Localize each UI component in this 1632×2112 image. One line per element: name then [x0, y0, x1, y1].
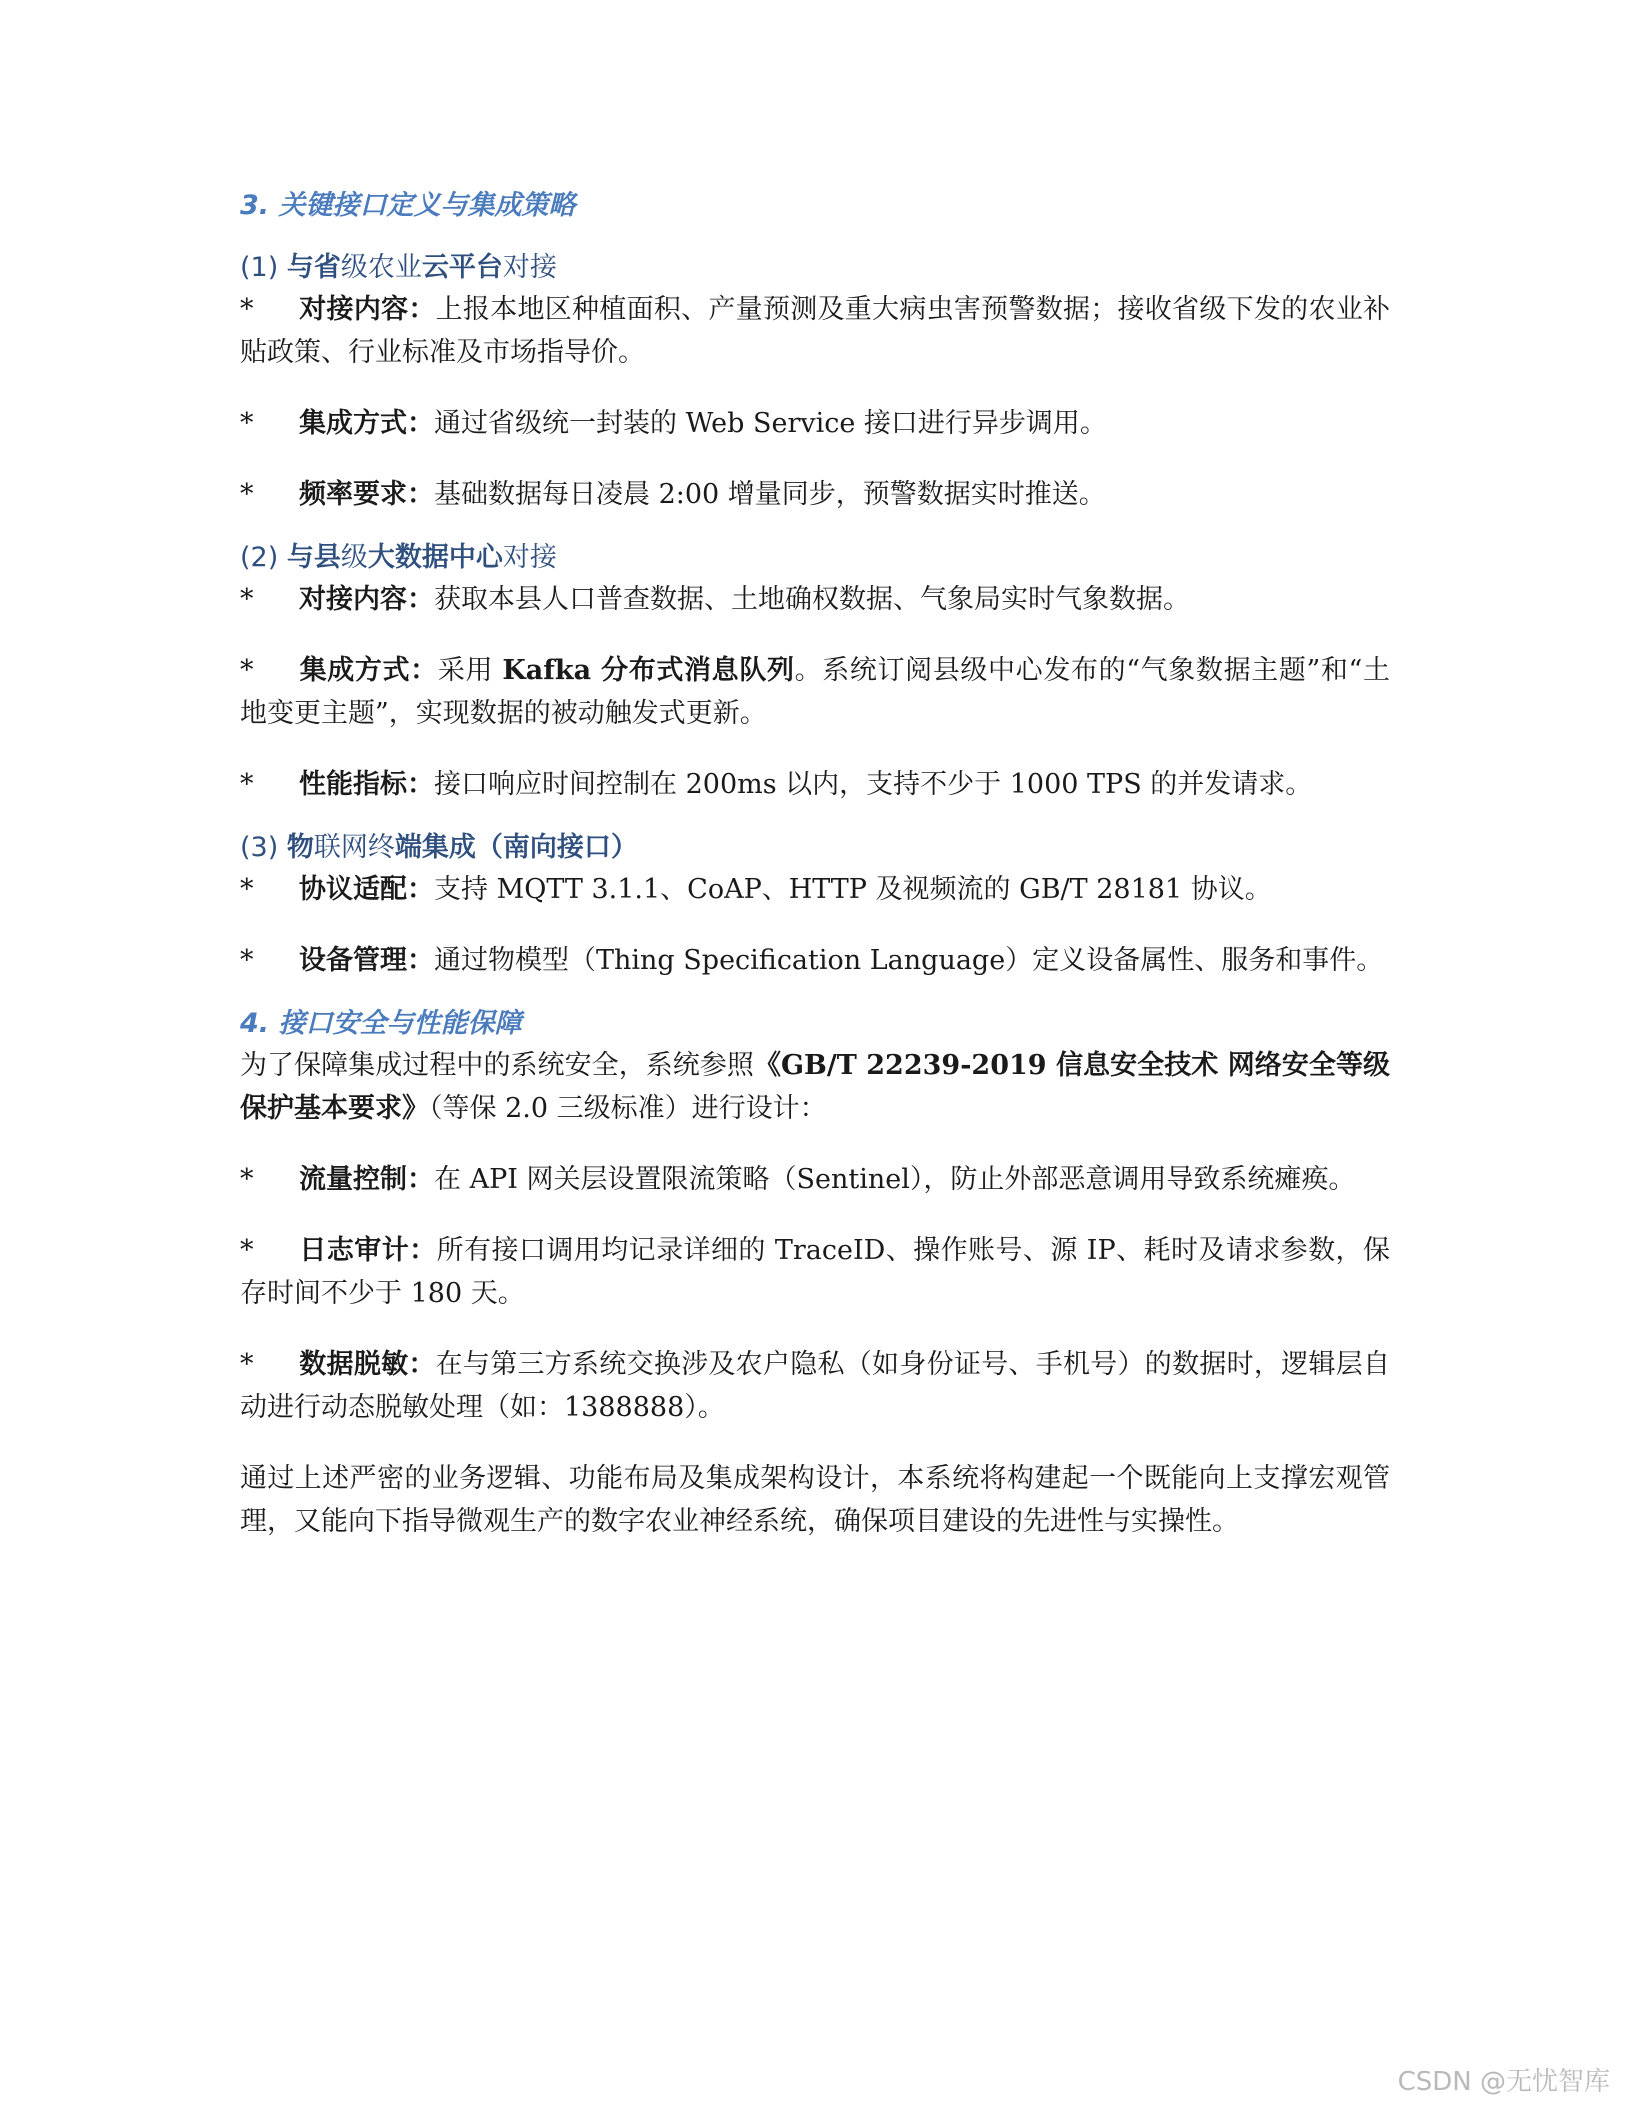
sub3-b2: 端集成（南向接口）: [394, 832, 638, 863]
list-item: [240, 939, 1390, 982]
subsection-1-title: [240, 248, 1390, 288]
item-label: 频率要求：: [299, 479, 434, 510]
item-label: 集成方式：: [299, 408, 434, 439]
section-4-intro: [240, 1044, 1390, 1130]
bullet-star: *: [240, 1349, 254, 1380]
sub2-b2: 大数据中心: [367, 542, 503, 573]
sub2-prefix: (2): [240, 542, 287, 573]
item-text: 。系统订阅县级中心发布的“气象数据主题”和“土地变更主题”，实现数据的被动触发式更新。: [240, 655, 1390, 729]
sub2-n2: 对接: [502, 542, 557, 573]
sub3-b1: 物: [286, 832, 314, 863]
item-label: 对接内容：: [299, 584, 434, 615]
sub3-n1: 联网终: [313, 832, 395, 863]
item-label: 性能指标：: [299, 769, 434, 800]
item-label: 数据脱敏：: [299, 1349, 436, 1380]
sub1-n1: 级农业: [340, 252, 422, 283]
bullet-star: *: [240, 408, 254, 439]
bullet-star: *: [240, 1235, 254, 1266]
bullet-star: *: [240, 945, 254, 976]
intro-post: （等保 2.0 三级标准）进行设计：: [429, 1093, 827, 1124]
item-bold: Kafka 分布式消息队列: [502, 655, 795, 686]
list-item: [240, 578, 1390, 621]
item-text: 在 API 网关层设置限流策略（Sentinel），防止外部恶意调用导致系统瘫痪。: [434, 1164, 1356, 1195]
sub1-b2: 云平台: [421, 252, 503, 283]
intro-pre: 为了保障集成过程中的系统安全，系统参照: [240, 1050, 754, 1081]
sub3-prefix: (3): [240, 832, 287, 863]
list-item: [240, 763, 1390, 806]
item-text: 通过物模型（Thing Specification Language）定义设备属性、服务和事件。: [434, 945, 1384, 976]
subsection-3-title: [240, 828, 1390, 868]
conclusion-paragraph: 通过上述严密的业务逻辑、功能布局及集成架构设计，本系统将构建起一个既能向上支撑宏观管理，又能向下指导微观生产的数字农业神经系统，确保项目建设的先进性与实操性。: [240, 1463, 1390, 1537]
item-label: 日志审计：: [299, 1235, 437, 1266]
section-4-title: 4. 接口安全与性能保障: [240, 1008, 522, 1039]
item-label: 流量控制：: [299, 1164, 434, 1195]
item-text: 支持 MQTT 3.1.1、CoAP、HTTP 及视频流的 GB/T 28181 协议。: [434, 874, 1272, 905]
item-text: 所有接口调用均记录详细的 TraceID、操作账号、源 IP、耗时及请求参数，保存时间不少于 180 天。: [240, 1235, 1390, 1309]
list-item: [240, 1343, 1390, 1429]
item-text: 上报本地区种植面积、产量预测及重大病虫害预警数据；接收省级下发的农业补贴政策、行业标准及市场指导价。: [240, 294, 1391, 368]
sub2-n1: 级: [340, 542, 368, 573]
item-text: 通过省级统一封装的 Web Service 接口进行异步调用。: [434, 408, 1107, 439]
item-text: 基础数据每日凌晨 2:00 增量同步，预警数据实时推送。: [434, 479, 1106, 510]
section-3-title: 3. 关键接口定义与集成策略: [240, 190, 576, 221]
sub1-prefix: (1): [240, 252, 287, 283]
item-label: 集成方式：: [299, 655, 438, 686]
bullet-star: *: [240, 769, 254, 800]
list-item: [240, 473, 1390, 516]
item-label: 对接内容：: [299, 294, 436, 325]
item-pre: 采用: [437, 655, 503, 686]
list-item: [240, 1229, 1390, 1315]
watermark: CSDN @无忧智库: [1397, 2067, 1610, 2097]
intro-bold: 《GB/T 22239-2019 信息安全技术 网络安全等级保护基本要求》: [240, 1050, 1390, 1124]
item-text: 接口响应时间控制在 200ms 以内，支持不少于 1000 TPS 的并发请求。: [434, 769, 1313, 800]
list-item: [240, 1158, 1390, 1201]
bullet-star: *: [240, 1164, 254, 1195]
list-item: [240, 288, 1390, 374]
list-item: [240, 402, 1390, 445]
bullet-star: *: [240, 479, 254, 510]
bullet-star: *: [240, 874, 254, 905]
item-text: 在与第三方系统交换涉及农户隐私（如身份证号、手机号）的数据时，逻辑层自动进行动态脱敏处理（如：1388888）。: [240, 1349, 1391, 1423]
bullet-star: *: [240, 584, 254, 615]
subsection-2-title: [240, 538, 1390, 578]
bullet-star: *: [240, 294, 254, 325]
sub1-n2: 对接: [502, 252, 557, 283]
item-label: 协议适配：: [299, 874, 434, 905]
sub2-b1: 与县: [286, 542, 341, 573]
item-text: 获取本县人口普查数据、土地确权数据、气象局实时气象数据。: [434, 584, 1190, 615]
bullet-star: *: [240, 655, 254, 686]
sub1-b1: 与省: [286, 252, 341, 283]
document-page: [240, 186, 1390, 1543]
item-label: 设备管理：: [299, 945, 434, 976]
list-item: [240, 649, 1390, 735]
list-item: [240, 868, 1390, 911]
